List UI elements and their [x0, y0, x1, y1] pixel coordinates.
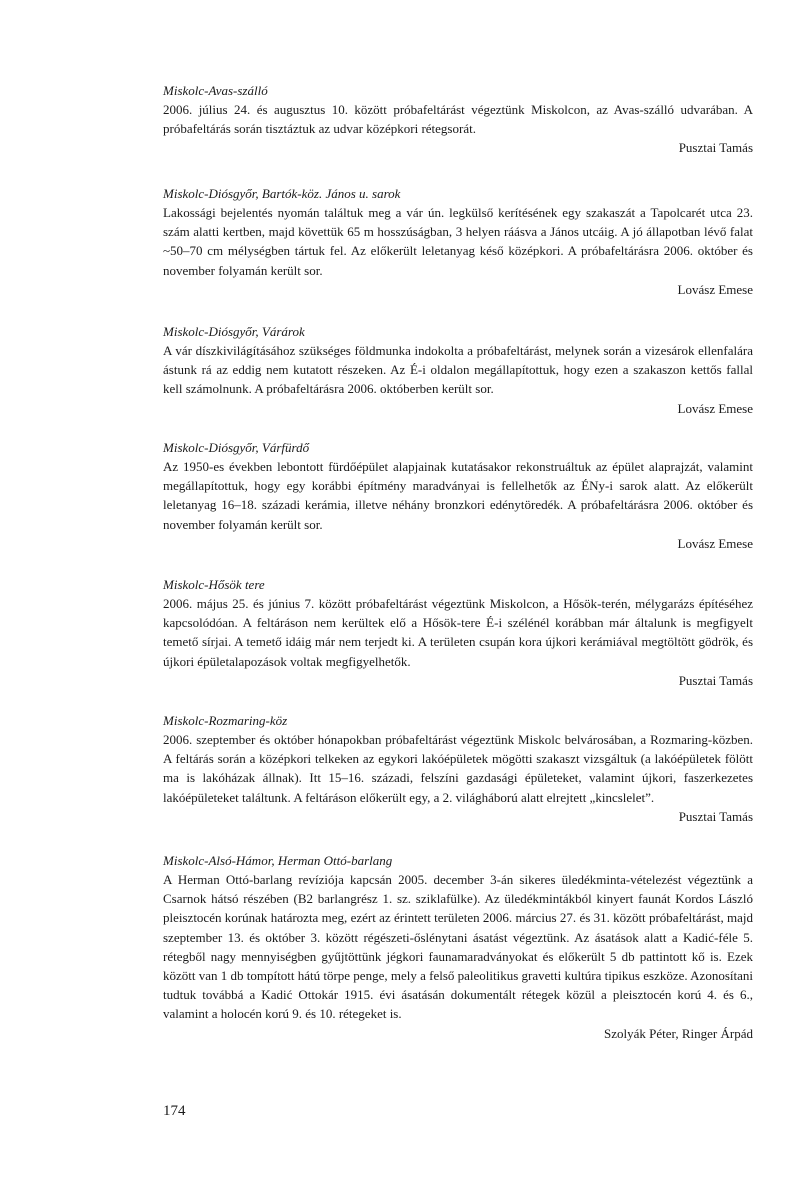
- entry-author: Lovász Emese: [677, 400, 753, 416]
- entry-author: Szolyák Péter, Ringer Árpád: [604, 1025, 753, 1041]
- entry-body: 2006. május 25. és június 7. között próbafeltárást végeztünk Miskolcon, a Hősök-terén, mélygarázs építéséhez kapcsolódóan. A feltáráson nem kerültek elő a Hősök-tere É-i szélénél korábban már általunk is megfigyelt temető sírjai. A temető idáig már nem terjedt ki. A területen csupán kora újkori kerámiával megtöltött gödrök, és újkori épületalapozások voltak megfigyelhetők.: [163, 596, 753, 669]
- entry-author: Pusztai Tamás: [678, 808, 753, 824]
- entry-bartok-koz: [163, 185, 753, 299]
- entry-vararok: [163, 323, 753, 418]
- entry-author: Pusztai Tamás: [678, 140, 753, 156]
- entry-body: A Herman Ottó-barlang revíziója kapcsán 2005. december 3-án sikeres üledékminta-vételezést végeztünk a Csarnok hátsó részében (B2 barlangrész 1. sz. sziklafülke). Az üledékmintákból kinyert faunát Kordos László pleisztocén korúnak határozta meg, ezért az érintett területen 2006. március 27. és 31. között próbafeltárást, majd szeptember 13. és október 3. között régészeti-őslénytani ásatást végeztünk. Az ásatások alatt a Kadić-féle 5. rétegből nagy mennyiségben gyűjtöttünk jégkori faunamaradványokat és előkerült 5 db pattintott kő is. Ezek között van 1 db tompított hátú törpe penge, mely a felső paleolitikus gravetti kultúra tipikus eszköze. Azonosítani tudtuk továbbá a Kadić Ottokár 1915. évi ásatásán dokumentált rétegek közül a pleisztocén korú 4. és 6., valamint a holocén korú 9. és 10. rétegeket is.: [163, 872, 753, 1022]
- entry-title: Miskolc-Avas-szálló: [163, 83, 268, 98]
- entry-herman-otto-barlang: [163, 852, 753, 1043]
- entry-title: Miskolc-Diósgyőr, Bartók-köz. János u. sarok: [163, 186, 401, 201]
- entry-title: Miskolc-Alsó-Hámor, Herman Ottó-barlang: [163, 853, 393, 868]
- entry-body: Lakossági bejelentés nyomán találtuk meg a vár ún. legkülső kerítésének egy szakaszát a Tapolcarét utca 23. szám alatti kertben, majd követtük 65 m hosszúságban, 3 helyen ráásva a János utcáig. A jó állapotban lévő falat ~50–70 cm mélységben tártuk fel. Az előkerült leletanyag késő középkori. A próbafeltárásra 2006. október és november folyamán került sor.: [163, 205, 753, 278]
- entry-author: Pusztai Tamás: [678, 672, 753, 688]
- entry-author: Lovász Emese: [677, 535, 753, 551]
- entry-author: Lovász Emese: [677, 281, 753, 297]
- entry-title: Miskolc-Hősök tere: [163, 577, 265, 592]
- entry-title: Miskolc-Rozmaring-köz: [163, 713, 288, 728]
- entry-hosok-tere: [163, 576, 753, 690]
- entry-body: 2006. július 24. és augusztus 10. között próbafeltárást végeztünk Miskolcon, az Avas-szálló udvarában. A próbafeltárás során tisztáztuk az udvar középkori rétegsorát.: [163, 102, 753, 137]
- page-number: 174: [163, 1103, 186, 1119]
- entry-varfurdo: [163, 439, 753, 553]
- entry-body: Az 1950-es években lebontott fürdőépület alapjainak kutatásakor rekonstruáltuk az épület alaprajzát, valamint megállapítottuk, hogy egy korábbi építmény maradványai is fellelhetők az ÉNy-i sarok alatt. Az előkerült leletanyag 16–18. századi kerámia, illetve néhány bronzkori edénytöredék. A próbafeltárásra 2006. október és november folyamán került sor.: [163, 459, 753, 532]
- entry-rozmaring-koz: [163, 712, 753, 826]
- entry-title: Miskolc-Diósgyőr, Várárok: [163, 324, 305, 339]
- entry-body: 2006. szeptember és október hónapokban próbafeltárást végeztünk Miskolc belvárosában, a Rozmaring-közben. A feltárás során a középkori telkeken az egykori lakóépületek mögötti szakaszt vizsgáltuk (a lakóépületek fölött ma is lakóházak állnak). Itt 15–16. századi, felszíni gazdasági épületeket, valamint újkori, faszerkezetes lakóépületeket találtunk. A feltáráson előkerült egy, a 2. világháború alatt elrejtett „kincslelet”.: [163, 732, 753, 805]
- entry-title: Miskolc-Diósgyőr, Várfürdő: [163, 440, 310, 455]
- entry-body: A vár díszkivilágításához szükséges földmunka indokolta a próbafeltárást, melynek során a vizesárok ellenfalára ástunk rá az eddig nem kutatott részeken. Az É-i oldalon megállapítottuk, hogy ezen a szakaszon kettős fallal kell számolnunk. A próbafeltárásra 2006. októberben került sor.: [163, 343, 753, 397]
- entry-avas-szallo: [163, 82, 753, 157]
